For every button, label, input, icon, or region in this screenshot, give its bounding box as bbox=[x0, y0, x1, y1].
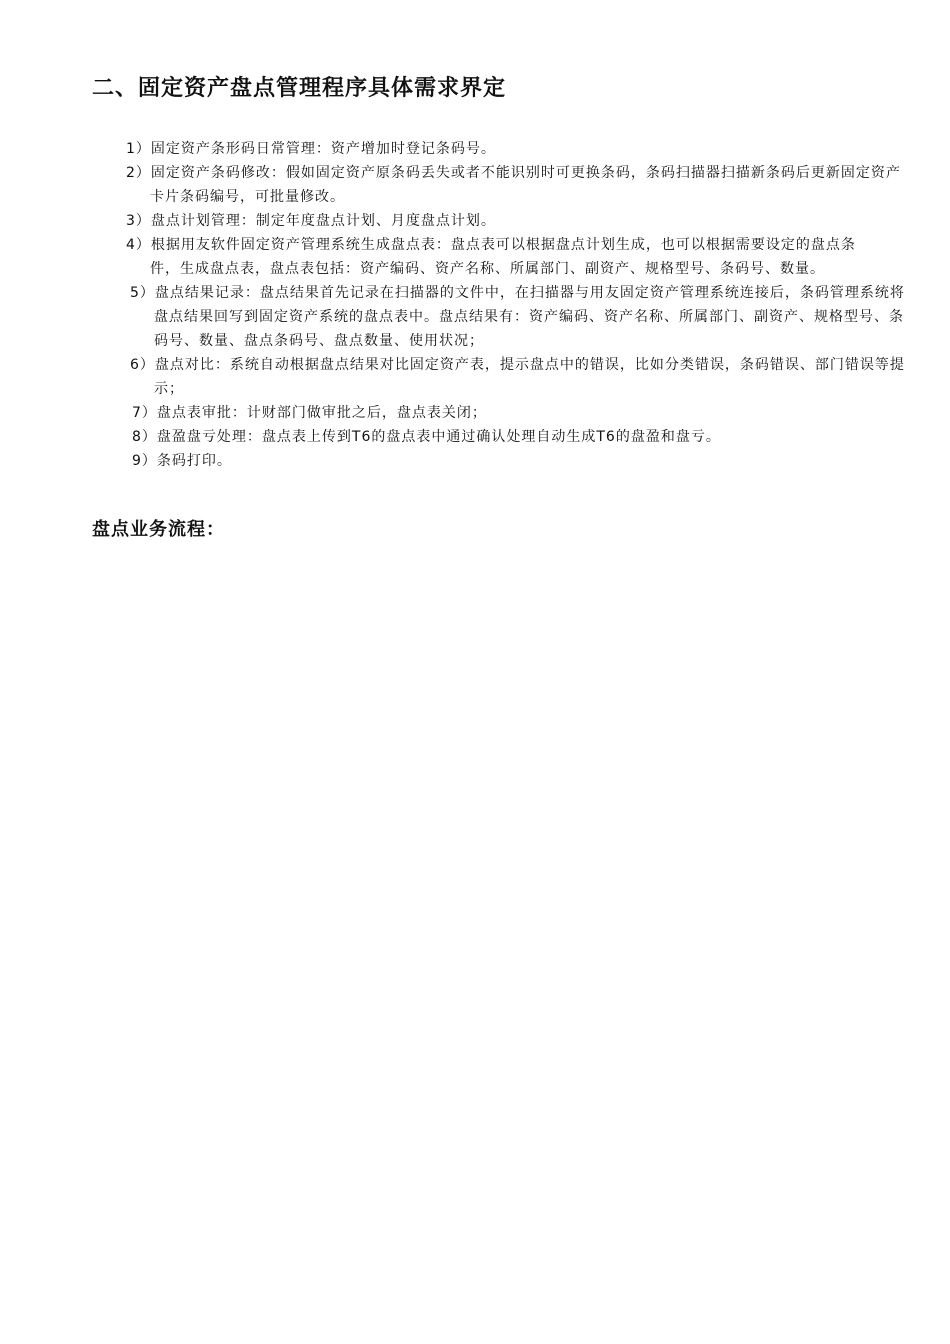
item-text: 盘点计划管理：制定年度盘点计划、月度盘点计划。 bbox=[150, 213, 496, 229]
item-number: 5） bbox=[130, 285, 155, 301]
list-item bbox=[126, 137, 910, 161]
item-text: 盘点结果记录：盘点结果首先记录在扫描器的文件中，在扫描器与用友固定资产管理系统连接后，条码管理系统将盘点结果回写到固定资产系统的盘点表中。盘点结果有：资产编码、资产名称、所属部门、副资产、规格型号、条码号、数量、盘点条码号、盘点数量、使用状况； bbox=[154, 285, 905, 349]
item-number: 6） bbox=[130, 357, 155, 373]
item-number: 2） bbox=[126, 165, 151, 181]
section-title: 二、固定资产盘点管理程序具体需求界定 bbox=[92, 76, 507, 101]
item-text: 根据用友软件固定资产管理系统生成盘点表：盘点表可以根据盘点计划生成，也可以根据需要设定的盘点条件，生成盘点表，盘点表包括：资产编码、资产名称、所属部门、副资产、规格型号、条码号、数量。 bbox=[150, 237, 856, 277]
subsection-title: 盘点业务流程： bbox=[92, 519, 225, 540]
item-number: 7） bbox=[132, 405, 157, 421]
list-item bbox=[132, 449, 916, 473]
item-text: 固定资产条码修改：假如固定资产原条码丢失或者不能识别时可更换条码，条码扫描器扫描新条码后更新固定资产卡片条码编号，可批量修改。 bbox=[150, 165, 901, 205]
item-number: 1） bbox=[126, 141, 151, 157]
item-text: 盘点对比：系统自动根据盘点结果对比固定资产表，提示盘点中的错误，比如分类错误，条码错误、部门错误等提示； bbox=[154, 357, 905, 397]
list-item bbox=[126, 233, 880, 281]
item-number: 3） bbox=[126, 213, 151, 229]
list-item bbox=[132, 401, 916, 425]
list-item bbox=[130, 353, 914, 401]
requirements-list bbox=[0, 137, 950, 473]
item-number: 4） bbox=[126, 237, 151, 253]
item-text: 盘点表审批：计财部门做审批之后，盘点表关闭； bbox=[156, 405, 487, 421]
list-item bbox=[132, 425, 916, 449]
item-text: 盘盈盘亏处理：盘点表上传到T6的盘点表中通过确认处理自动生成T6的盘盈和盘亏。 bbox=[156, 429, 721, 445]
item-text: 固定资产条形码日常管理：资产增加时登记条码号。 bbox=[150, 141, 496, 157]
item-number: 8） bbox=[132, 429, 157, 445]
list-item bbox=[130, 281, 914, 353]
item-number: 9） bbox=[132, 453, 157, 469]
list-item bbox=[126, 161, 910, 209]
list-item bbox=[126, 209, 910, 233]
item-text: 条码打印。 bbox=[156, 453, 232, 469]
